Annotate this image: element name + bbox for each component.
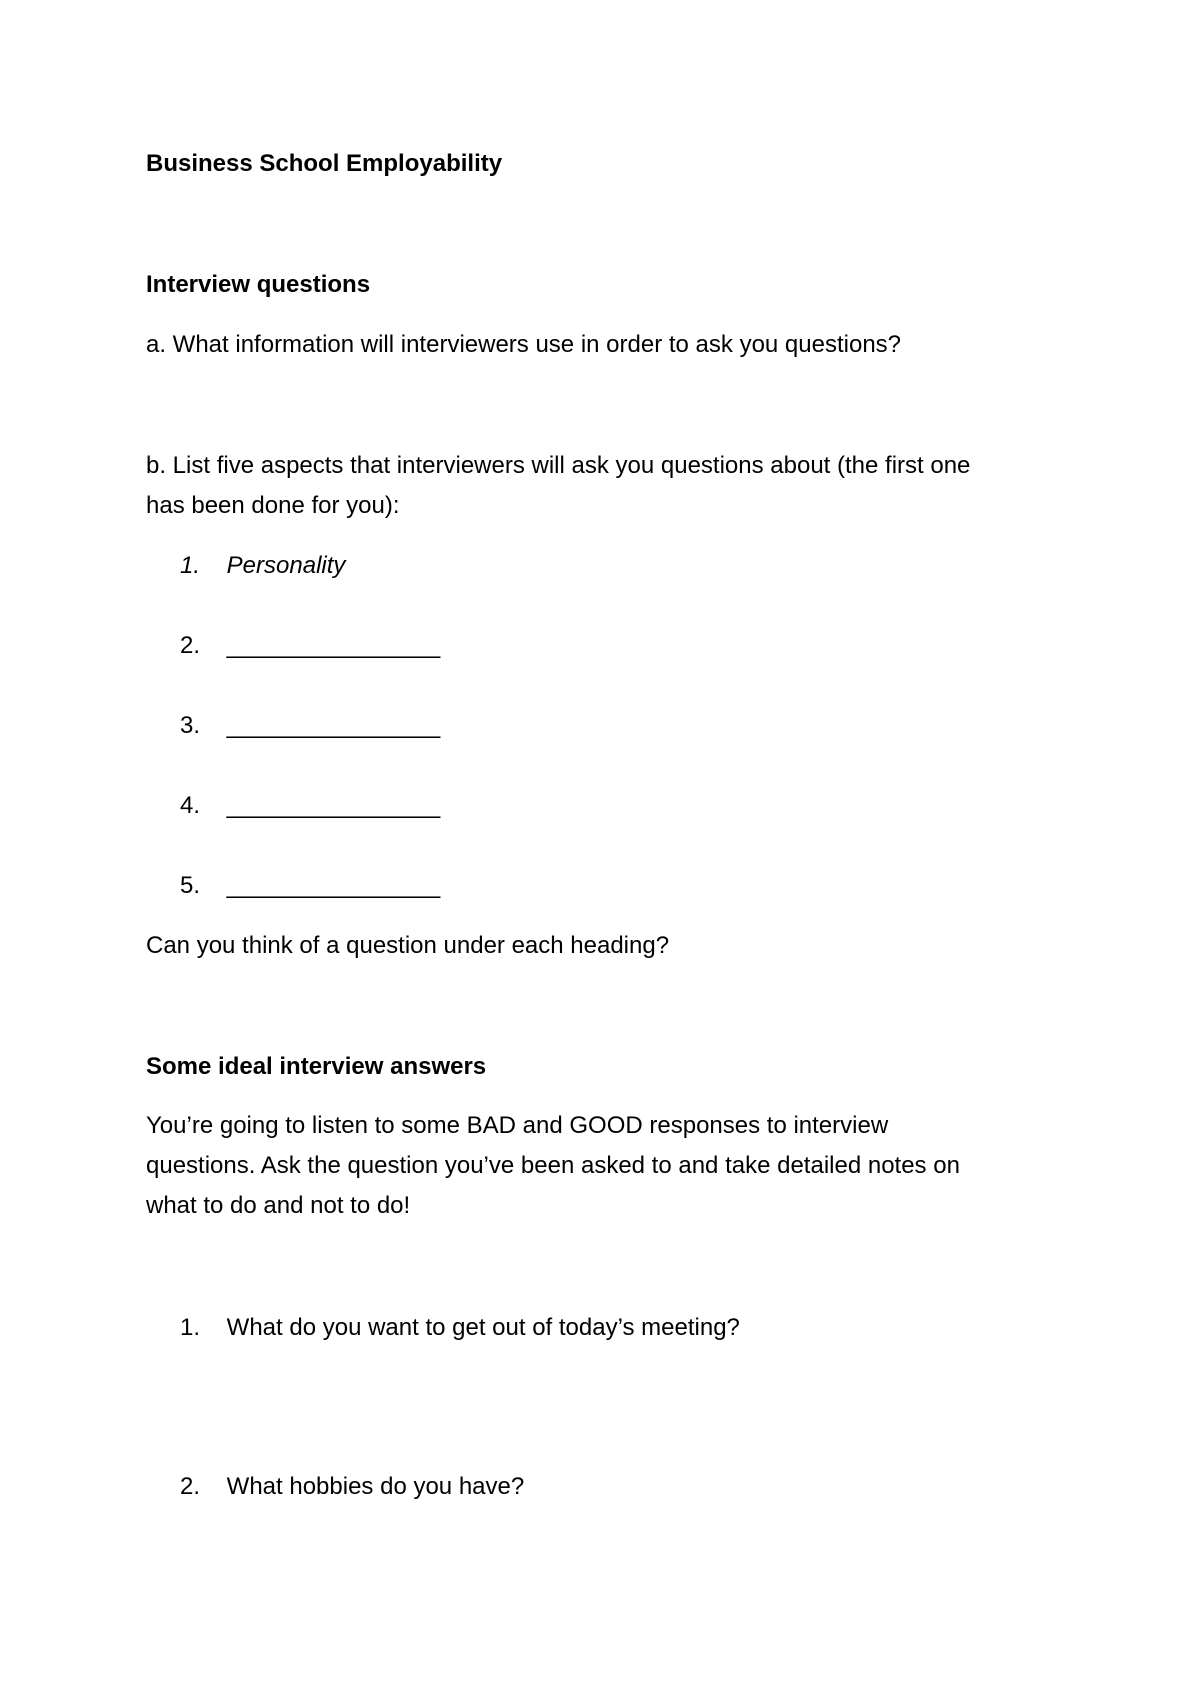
question-b-line-2: has been done for you): bbox=[146, 492, 400, 519]
question-b bbox=[146, 446, 970, 526]
aspect-blank-line[interactable]: ________________ bbox=[226, 632, 441, 659]
question-a: a. What information will interviewers use in order to ask you questions? bbox=[146, 331, 902, 358]
question-number: 2. bbox=[180, 1473, 201, 1500]
aspect-item-3 bbox=[180, 712, 440, 741]
follow-up-question: Can you think of a question under each heading? bbox=[146, 932, 670, 959]
aspect-blank-line[interactable]: ________________ bbox=[226, 712, 441, 739]
document-title: Business School Employability bbox=[146, 150, 503, 177]
section2-intro bbox=[146, 1106, 960, 1226]
aspect-number: 5. bbox=[180, 872, 201, 899]
aspect-number: 3. bbox=[180, 712, 201, 739]
intro-line-2: questions. Ask the question you’ve been asked to and take detailed notes on bbox=[146, 1152, 960, 1179]
aspect-blank-line[interactable]: ________________ bbox=[226, 792, 441, 819]
section-heading-interview-questions: Interview questions bbox=[146, 271, 371, 298]
aspect-number: 2. bbox=[180, 632, 201, 659]
interview-question-1 bbox=[180, 1314, 740, 1343]
aspect-item-2 bbox=[180, 632, 440, 661]
question-number: 1. bbox=[180, 1314, 201, 1341]
aspect-item-5 bbox=[180, 872, 440, 901]
aspect-item-4 bbox=[180, 792, 440, 821]
aspect-item-1 bbox=[180, 552, 345, 581]
aspect-number: 4. bbox=[180, 792, 201, 819]
section-heading-ideal-answers: Some ideal interview answers bbox=[146, 1053, 487, 1080]
question-b-line-1: b. List five aspects that interviewers will ask you questions about (the first one bbox=[146, 452, 971, 479]
interview-question-2 bbox=[180, 1473, 524, 1502]
intro-line-3: what to do and not to do! bbox=[146, 1192, 411, 1219]
aspect-text: Personality bbox=[226, 552, 346, 579]
aspect-number: 1. bbox=[180, 552, 201, 579]
question-text: What hobbies do you have? bbox=[226, 1473, 525, 1500]
question-text: What do you want to get out of today’s meeting? bbox=[226, 1314, 740, 1341]
intro-line-1: You’re going to listen to some BAD and GOOD responses to interview bbox=[146, 1112, 889, 1139]
aspect-blank-line[interactable]: ________________ bbox=[226, 872, 441, 899]
